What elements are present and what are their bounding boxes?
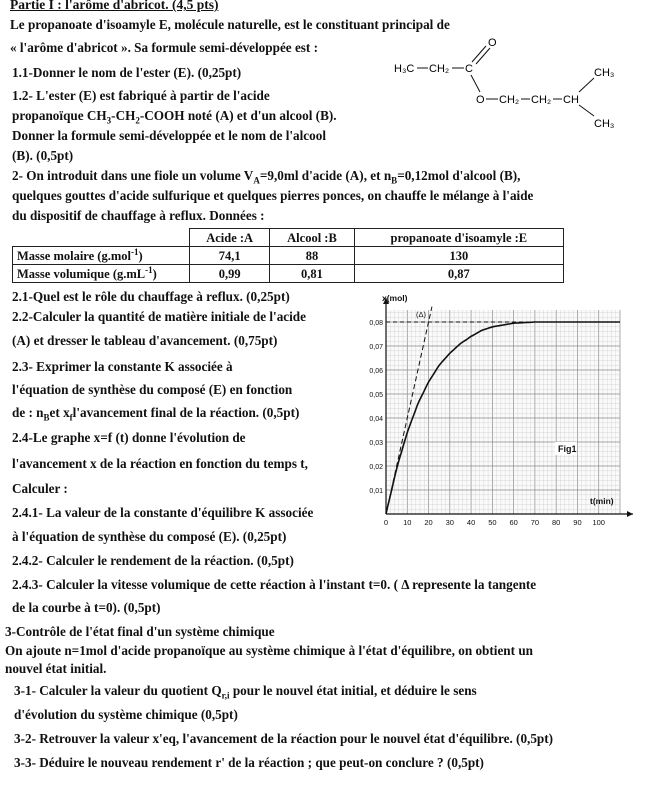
- question-2-4-3-line-2: de la courbe à t=0). (0,5pt): [12, 600, 161, 615]
- table-row: [13, 247, 564, 265]
- sub-3: 3: [106, 115, 112, 126]
- table-cell: 0,81: [270, 265, 354, 283]
- table-cell: 88: [270, 247, 354, 265]
- y-tick-label: 0,01: [369, 488, 383, 495]
- question-2-2-line-2: (A) et dresser le tableau d'avancement. (0,75pt): [12, 333, 278, 348]
- x-axis-arrow: [627, 511, 633, 517]
- mol-ch2-a: CH₂: [499, 94, 520, 106]
- x-tick-label: 100: [592, 518, 605, 527]
- question-2-line-3: du dispositif de chauffage à reflux. Données :: [12, 208, 265, 223]
- question-1-1: 1.1-Donner le nom de l'ester (E). (0,25pt): [12, 65, 242, 80]
- mol-ch2-b: CH₂: [531, 94, 552, 106]
- y-tick-label: 0,04: [369, 416, 383, 423]
- table-header-acid: Acide :A: [190, 229, 270, 247]
- x-tick-label: 80: [552, 518, 561, 527]
- question-2-line-1: [12, 168, 520, 184]
- y-tick-label: 0,08: [369, 320, 383, 327]
- x-tick-label: 90: [573, 518, 582, 527]
- question-1-2-line-4: (B). (0,5pt): [12, 148, 74, 163]
- plot-area: [386, 310, 620, 514]
- mol-c: C: [465, 63, 473, 75]
- mol-ch2: CH₂: [429, 63, 450, 75]
- x-tick-label: 70: [530, 518, 540, 527]
- figure-label: Fig1: [558, 444, 577, 454]
- question-2-3-line-3: [12, 405, 299, 421]
- ester-structure: [390, 30, 660, 140]
- table-header-row: [13, 229, 564, 247]
- q12-text-a: propanoïque CH: [12, 108, 107, 123]
- x-tick-label: 30: [445, 518, 454, 527]
- y-axis-label: x(mol): [382, 293, 408, 303]
- sub-2: 2: [135, 115, 140, 126]
- label-close: ): [152, 266, 157, 281]
- question-1-2-line-2: [12, 108, 337, 124]
- sub-B: B: [43, 412, 50, 423]
- table-header-alcohol: Alcool :B: [270, 229, 354, 247]
- x-tick-label: 60: [509, 518, 518, 527]
- question-3-1-line-1: [14, 683, 477, 699]
- x-tick-label: 50: [488, 518, 497, 527]
- y-tick-label: 0,07: [369, 344, 383, 351]
- y-tick-label: 0,03: [369, 440, 383, 447]
- question-2-line-2: quelques gouttes d'acide sulfurique et quelques pierres ponces, on chauffe le mélange à l'aide: [12, 188, 534, 203]
- question-2-4-2: 2.4.2- Calculer le rendement de la réaction. (0,5pt): [12, 553, 294, 568]
- x-tick-label: 20: [424, 518, 433, 527]
- question-1-2-line-1: 1.2- L'ester (E) est fabriqué à partir de l'acide: [12, 88, 270, 103]
- part-title: Partie I : l'arôme d'abricot. (4,5 pts): [10, 0, 219, 12]
- table-cell: 0,87: [354, 265, 563, 283]
- q23-text-b: et x: [49, 405, 70, 420]
- part-3-title: 3-Contrôle de l'état final d'un système chimique: [5, 624, 275, 639]
- label-sup: -1: [145, 264, 153, 275]
- question-2-2-line-1: 2.2-Calculer la quantité de matière initiale de l'acide: [12, 309, 306, 324]
- question-2-3-line-2: l'équation de synthèse du composé (E) en fonction: [12, 382, 293, 397]
- sub-A: A: [253, 175, 260, 186]
- x-tick-label: 40: [466, 518, 476, 527]
- question-2-1: 2.1-Quel est le rôle du chauffage à reflux. (0,25pt): [12, 289, 290, 304]
- mol-ch3-top: CH₃: [594, 67, 615, 79]
- q31-text-b: pour le nouvel état initial, et déduire le sens: [229, 683, 477, 698]
- y-tick-label: 0,05: [369, 392, 383, 399]
- label-text: Masse molaire (g.mol: [17, 248, 131, 263]
- question-2-4-3-line-1: 2.4.3- Calculer la vitesse volumique de cette réaction à l'instant t=0. ( Δ represente la tangente: [12, 577, 537, 592]
- y-tick-label: 0,02: [369, 464, 383, 471]
- part-3-line-1: On ajoute n=1mol d'acide propanoïque au système chimique à l'état d'équilibre, on obtient un: [5, 643, 533, 658]
- tangent-label: (Δ): [416, 310, 427, 319]
- table-row: [13, 265, 564, 283]
- data-table: [12, 228, 564, 283]
- question-2-4-1-line-1: 2.4.1- La valeur de la constante d'équilibre K associée: [12, 505, 314, 520]
- intro-line-1: Le propanoate d'isoamyle E, molécule naturelle, est le constituant principal de: [10, 17, 450, 32]
- y-tick-label: 0,06: [369, 368, 383, 375]
- question-2-4-line-3: Calculer :: [12, 481, 68, 496]
- question-3-2: 3-2- Retrouver la valeur x'eq, l'avancement de la réaction pour le nouvel état d'équilibre. (0,5pt): [14, 731, 554, 746]
- sub-B: B: [391, 175, 398, 186]
- table-header-ester: propanoate d'isoamyle :E: [354, 229, 563, 247]
- label-sup: -1: [130, 246, 139, 257]
- question-3-1-line-2: d'évolution du système chimique (0,5pt): [14, 707, 238, 722]
- q2-text-c: =0,12mol d'alcool (B),: [397, 168, 521, 183]
- mol-ch: CH: [563, 94, 579, 106]
- x-tick-label: 0: [383, 518, 389, 527]
- label-close: ): [138, 248, 143, 263]
- sub-f: f: [69, 412, 73, 423]
- table-corner: [13, 229, 190, 247]
- sub-ri: r,i: [221, 690, 230, 701]
- q31-text-a: 3-1- Calculer la valeur du quotient Q: [14, 683, 222, 698]
- table-cell: 0,99: [190, 265, 270, 283]
- advancement-chart: [358, 292, 638, 542]
- q12-text-c: -COOH noté (A) et d'un alcool (B).: [139, 108, 337, 123]
- q2-text-b: =9,0ml d'acide (A), et n: [259, 168, 392, 183]
- row-label-density: [13, 265, 190, 283]
- question-2-4-1-line-2: à l'équation de synthèse du composé (E). (0,25pt): [12, 529, 287, 544]
- question-2-4-line-2: l'avancement x de la réaction en fonction du temps t,: [12, 456, 308, 471]
- q23-text-a: de : n: [12, 405, 44, 420]
- mol-ch3-bottom: CH₃: [594, 118, 615, 130]
- mol-h3c: H₃C: [394, 63, 415, 75]
- chart-grid: [386, 310, 620, 514]
- q23-text-c: l'avancement final de la réaction. (0,5pt): [72, 405, 300, 420]
- mol-o-single: O: [476, 94, 485, 106]
- q2-text-a: 2- On introduit dans une fiole un volume V: [12, 168, 254, 183]
- label-text: Masse volumique (g.mL: [17, 266, 146, 281]
- row-label-molar-mass: [13, 247, 190, 265]
- question-2-4-line-1: 2.4-Le graphe x=f (t) donne l'évolution de: [12, 430, 246, 445]
- table-cell: 74,1: [190, 247, 270, 265]
- x-axis-label: t(min): [590, 496, 614, 506]
- mol-o-double: O: [488, 37, 497, 49]
- question-3-3: 3-3- Déduire le nouveau rendement r' de la réaction ; que peut-on conclure ? (0,5pt): [14, 755, 484, 770]
- q12-text-b: -CH: [111, 108, 136, 123]
- table-cell: 130: [354, 247, 563, 265]
- question-1-2-line-3: Donner la formule semi-développée et le nom de l'alcool: [12, 128, 327, 143]
- part-3-line-2: nouvel état initial.: [5, 661, 107, 676]
- question-2-3-line-1: 2.3- Exprimer la constante K associée à: [12, 359, 233, 374]
- intro-line-2: « l'arôme d'abricot ». Sa formule semi-développée est :: [10, 40, 319, 55]
- x-tick-label: 10: [403, 518, 412, 527]
